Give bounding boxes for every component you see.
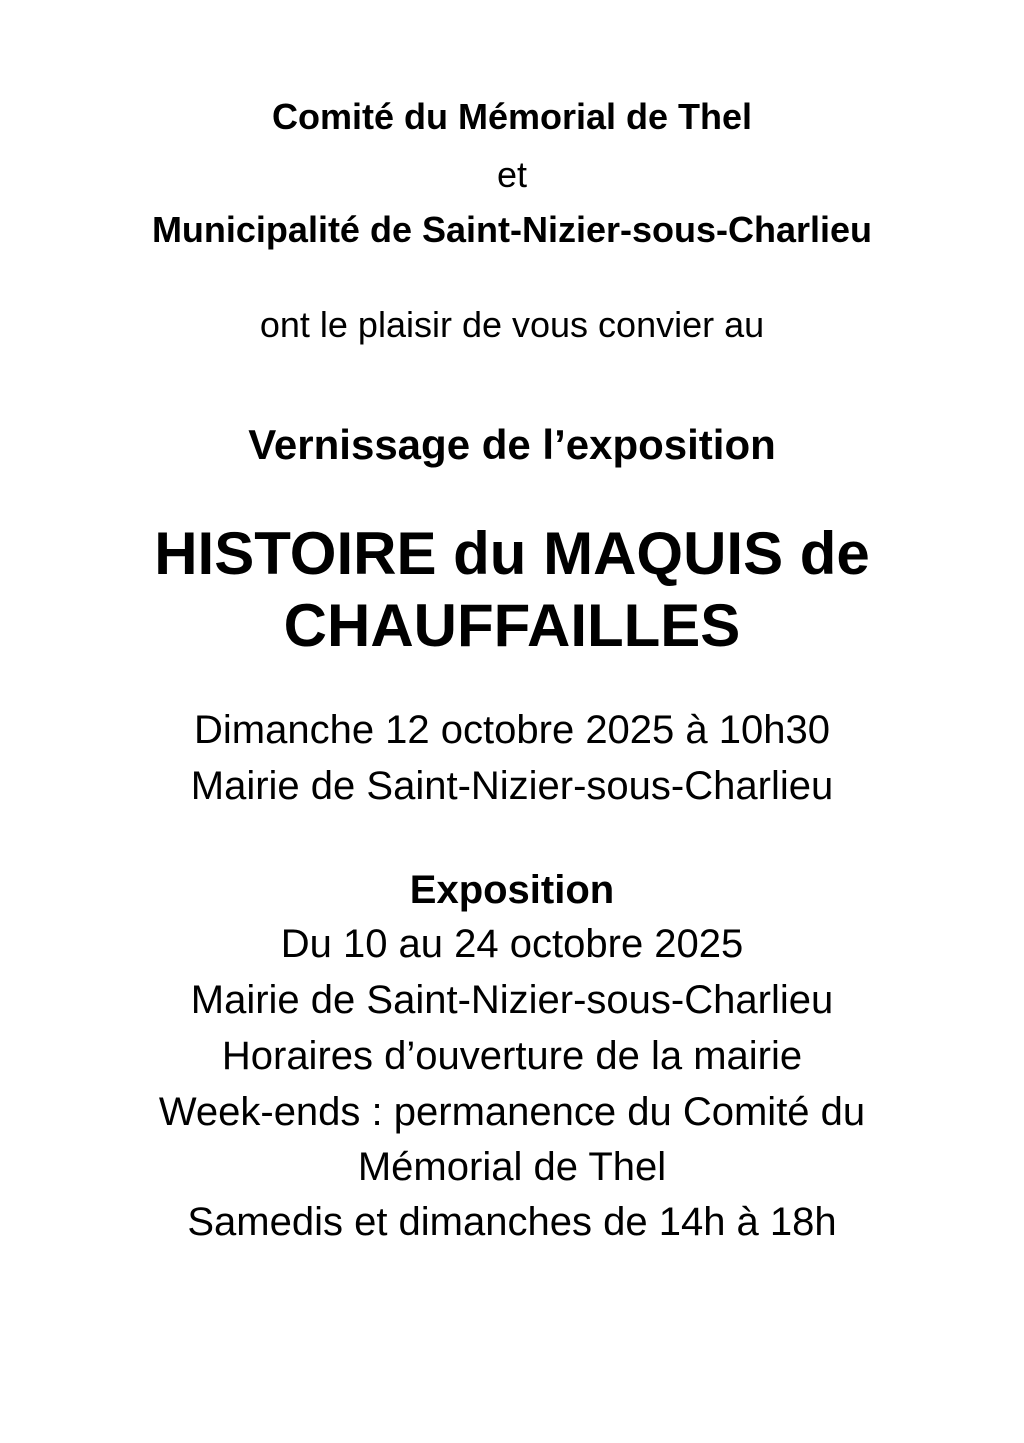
exhibition-location: Mairie de Saint-Nizier-sous-Charlieu bbox=[190, 978, 834, 1022]
invitation-text: ont le plaisir de vous convier au bbox=[259, 304, 765, 345]
exhibition-heading: Exposition bbox=[409, 868, 615, 912]
exhibition-weekend-line-1: Week-ends : permanence du Comité du bbox=[158, 1090, 866, 1134]
organizer-1-heading: Comité du Mémorial de Thel bbox=[271, 96, 753, 137]
exhibition-dates: Du 10 au 24 octobre 2025 bbox=[280, 922, 744, 966]
exhibition-hours-note: Horaires d’ouverture de la mairie bbox=[221, 1034, 803, 1078]
event-date-time: Dimanche 12 octobre 2025 à 10h30 bbox=[193, 708, 830, 752]
vernissage-heading: Vernissage de l’exposition bbox=[248, 421, 776, 468]
exhibition-weekend-line-2: Mémorial de Thel bbox=[357, 1145, 667, 1189]
event-title-line-1: HISTOIRE du MAQUIS de bbox=[154, 520, 870, 587]
exhibition-weekend-hours: Samedis et dimanches de 14h à 18h bbox=[187, 1200, 837, 1244]
event-location: Mairie de Saint-Nizier-sous-Charlieu bbox=[190, 764, 834, 808]
conjunction-text: et bbox=[496, 154, 528, 195]
event-title-line-2: CHAUFFAILLES bbox=[283, 592, 741, 659]
organizer-2-heading: Municipalité de Saint-Nizier-sous-Charlieu bbox=[151, 209, 873, 250]
